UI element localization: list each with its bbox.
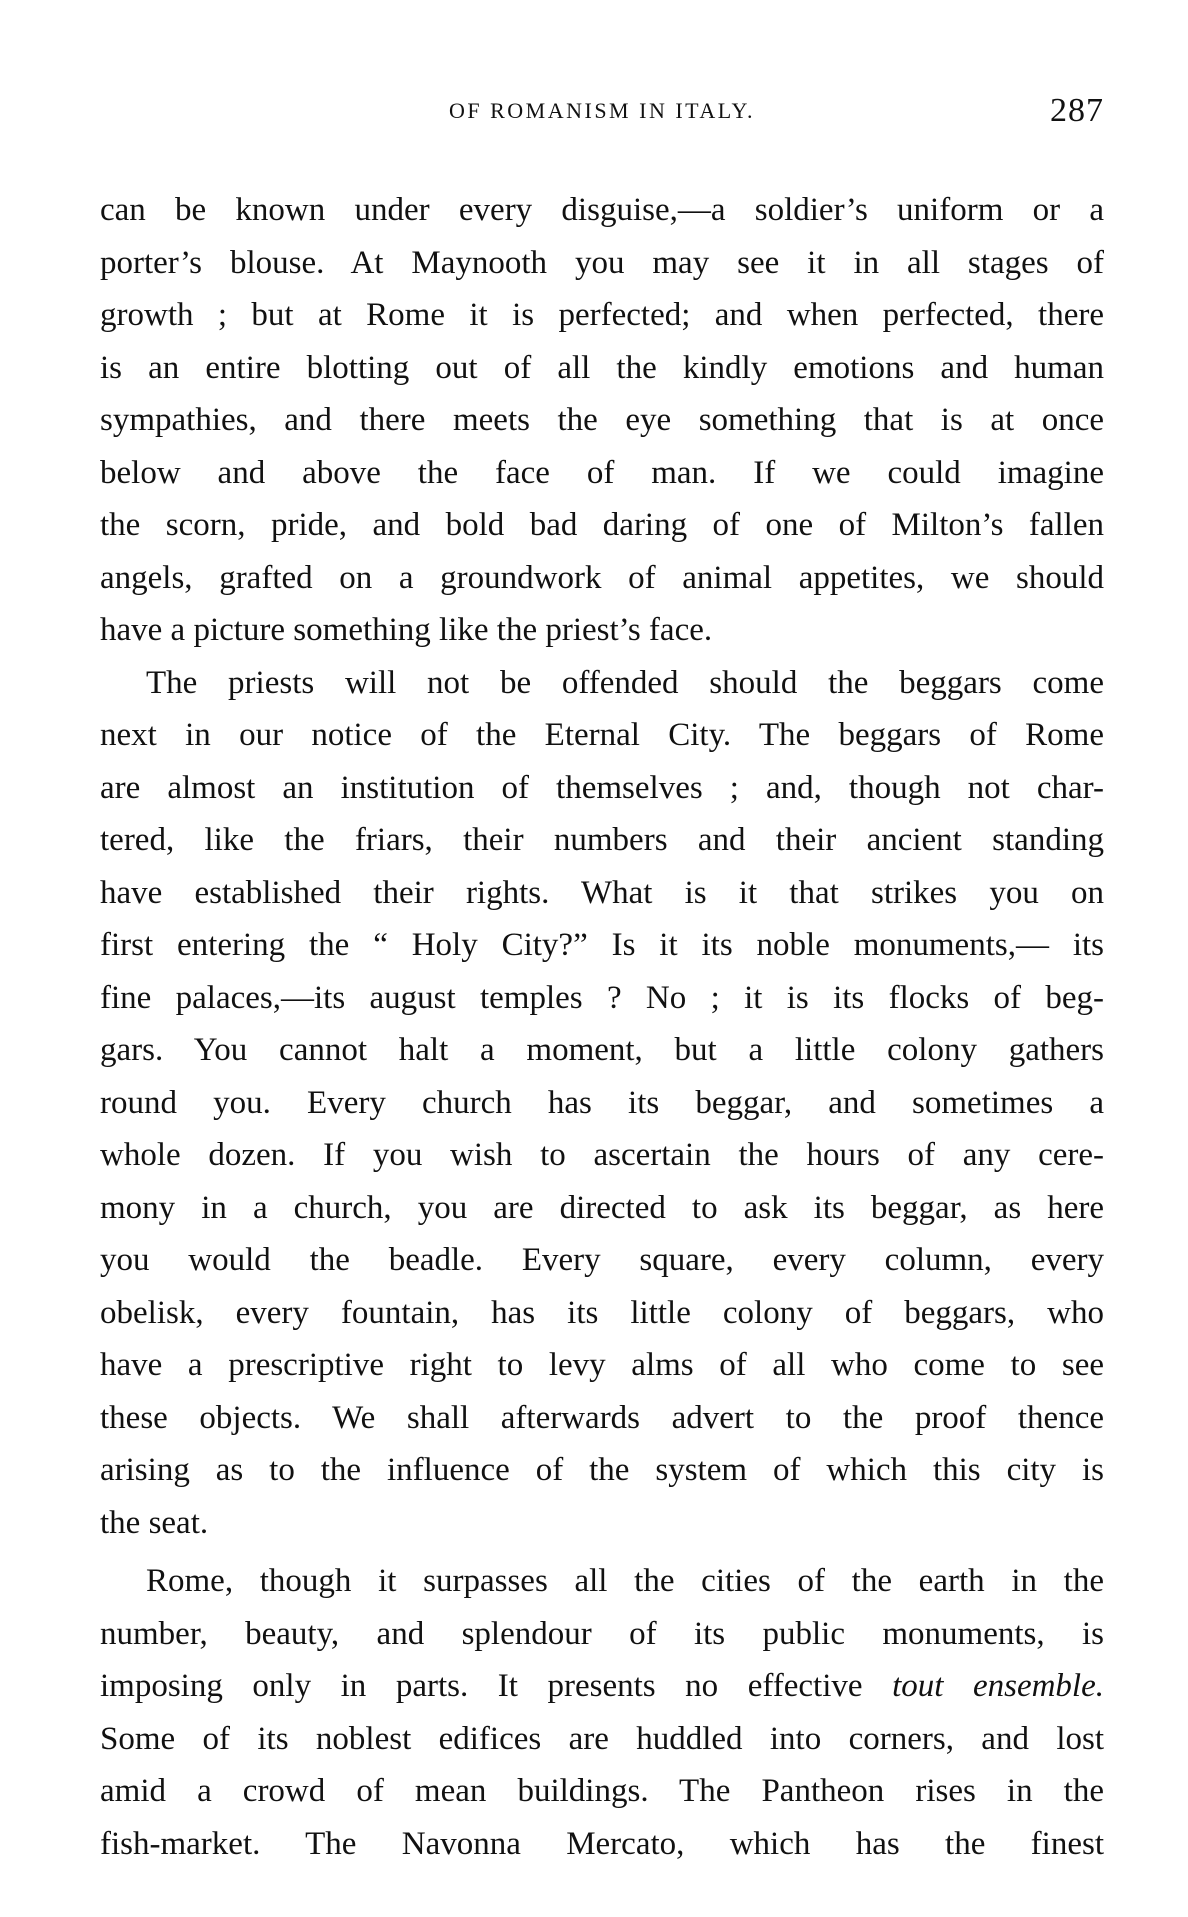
text-line: the seat. — [100, 1504, 209, 1541]
text-line: the scorn, pride, and bold bad daring of one of Milton’s fallen — [100, 507, 1104, 543]
running-title: OF ROMANISM IN ITALY. — [448, 98, 756, 123]
text-line: are almost an institution of themselves ; and, though not char- — [100, 769, 1104, 806]
text-line: Rome, though it surpasses all the cities of the earth in the — [146, 1563, 1104, 1599]
running-head — [100, 92, 1104, 136]
text-line: have a prescriptive right to levy alms of all who come to see — [100, 1347, 1104, 1383]
text-run: imposing only in parts. It presents no effective — [100, 1668, 893, 1704]
text-line: fine palaces,—its august temples ? No ; it is its flocks of beg- — [100, 979, 1104, 1016]
paragraph-1 — [100, 184, 1104, 657]
text-line: is an entire blotting out of all the kindly emotions and human — [100, 349, 1104, 386]
text-line: number, beauty, and splendour of its public monuments, is — [100, 1615, 1104, 1652]
text-line: fish-market. The Navonna Mercato, which has the finest — [100, 1825, 1104, 1862]
text-line: mony in a church, you are directed to ask its beggar, as here — [100, 1189, 1104, 1226]
italic-phrase: tout ensemble. — [892, 1668, 1104, 1704]
text-line: have a picture something like the priest’s face. — [100, 612, 713, 648]
text-line: have established their rights. What is it that strikes you on — [100, 874, 1104, 911]
text-line: Some of its noblest edifices are huddled into corners, and lost — [100, 1720, 1104, 1757]
text-line: obelisk, every fountain, has its little colony of beggars, who — [100, 1294, 1104, 1331]
text-line: amid a crowd of mean buildings. The Pantheon rises in the — [100, 1773, 1104, 1809]
text-line: gars. You cannot halt a moment, but a little colony gathers — [100, 1032, 1104, 1068]
text-line-with-italic — [100, 1660, 1104, 1713]
text-line: whole dozen. If you wish to ascertain the hours of any cere- — [100, 1137, 1104, 1173]
text-line: The priests will not be offended should the beggars come — [146, 664, 1104, 701]
text-line: below and above the face of man. If we could imagine — [100, 454, 1104, 491]
text-line: porter’s blouse. At Maynooth you may see it in all stages of — [100, 244, 1104, 281]
text-line: round you. Every church has its beggar, and sometimes a — [100, 1084, 1104, 1121]
paragraph-3 — [100, 1555, 1104, 1870]
text-line: sympathies, and there meets the eye something that is at once — [100, 402, 1104, 438]
page-number: 287 — [1050, 92, 1104, 129]
body-text — [100, 184, 1104, 1870]
paragraph-2 — [100, 657, 1104, 1550]
text-line: can be known under every disguise,—a soldier’s uniform or a — [100, 192, 1104, 228]
text-line: growth ; but at Rome it is perfected; and when perfected, there — [100, 297, 1104, 333]
text-line: angels, grafted on a groundwork of animal appetites, we should — [100, 559, 1104, 596]
text-line: first entering the “ Holy City?” Is it its noble monuments,— its — [100, 927, 1104, 963]
text-line: tered, like the friars, their numbers and their ancient standing — [100, 822, 1104, 858]
text-line: you would the beadle. Every square, every column, every — [100, 1242, 1104, 1278]
text-line: these objects. We shall afterwards advert to the proof thence — [100, 1399, 1104, 1436]
text-line: next in our notice of the Eternal City. The beggars of Rome — [100, 717, 1104, 753]
text-line: arising as to the influence of the system of which this city is — [100, 1452, 1104, 1488]
